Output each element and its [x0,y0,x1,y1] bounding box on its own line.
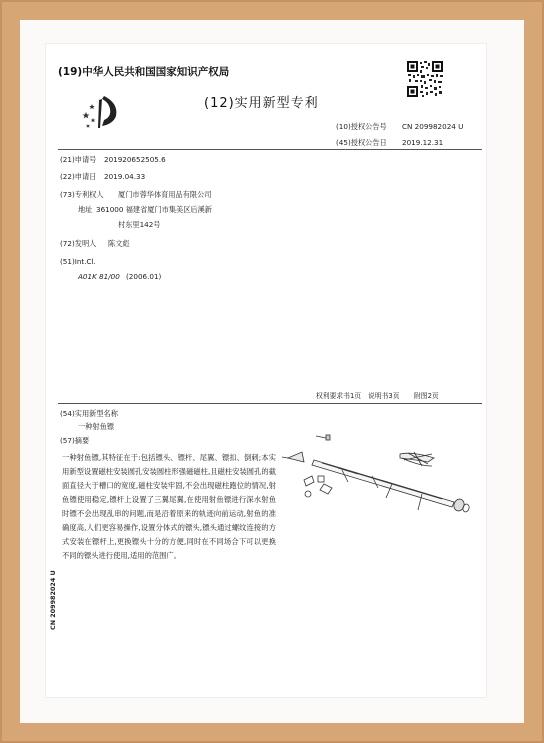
patentee-value: 厦门市蓉华体育用品有限公司 [118,190,212,199]
address-value-line1: 361000 福建省厦门市集美区后溪新 [96,205,212,214]
publication-date-value: 2019.12.31 [402,138,444,147]
publication-number-label: (10)授权公告号 [336,122,387,131]
application-number-label: (21)申请号 [60,155,97,164]
description-pages: 说明书3页 [368,392,400,400]
utility-model-title-value: 一种射鱼镖 [78,422,114,431]
side-publication-code: CN 209982024 U [49,570,57,630]
application-date-label: (22)申请日 [60,172,97,181]
publication-number-value: CN 209982024 U [402,122,464,131]
drawings-pages: 附图2页 [414,392,439,400]
inventor-value: 陈文彪 [108,239,130,248]
application-date-value: 2019.04.33 [104,172,146,181]
intcl-label: (51)Int.Cl. [60,257,96,266]
application-number-value: 201920652505.6 [104,155,166,164]
patentee-label: (73)专利权人 [60,190,104,199]
publication-date-label: (45)授权公告日 [336,138,387,147]
address-label: 地址 [78,205,93,214]
abstract-text: 一种射鱼镖,其特征在于:包括镖头、镖杆、尾翼、镖扣、倒刺;本实用新型设置磁柱安装圆孔安装圆柱形强磁磁柱,且磁柱安装圆孔的截面直径大于槽口的宽度,磁柱安装牢固,不会出现磁柱跑位的情况,射鱼镖使用稳定,镖杆上设置了三翼尾翼,在使用射鱼镖进行深水射鱼时镖不会出现乱串的问题,而是沿着原来的轨迹向前运动,射鱼的准确度高,人们更容易操作,设置分体式的镖头,镖头通过螺纹连接的方式安装在镖杆上,更换镖头十分的方便,同时在不同场合下可以更换不同的镖头进行使用,适用的范围广。 [62,453,276,560]
cnipa-logo-icon [82,92,128,132]
dart-drawing-figure [282,424,482,528]
abstract-label: (57)摘要 [60,436,90,445]
abstract-rule [58,403,482,404]
header-rule [58,149,482,150]
claims-pages: 权利要求书1页 [316,392,362,400]
inventor-label: (72)发明人 [60,239,97,248]
utility-model-title-label: (54)实用新型名称 [60,409,118,418]
intcl-year: (2006.01) [126,272,162,281]
patent-type-title: (12)实用新型专利 [204,96,319,111]
address-value-line2: 村东里142号 [118,220,161,229]
intcl-value: A01K 81/00 [78,272,120,281]
qr-code-icon [406,60,444,98]
issuing-authority: (19)中华人民共和国国家知识产权局 [58,66,230,78]
